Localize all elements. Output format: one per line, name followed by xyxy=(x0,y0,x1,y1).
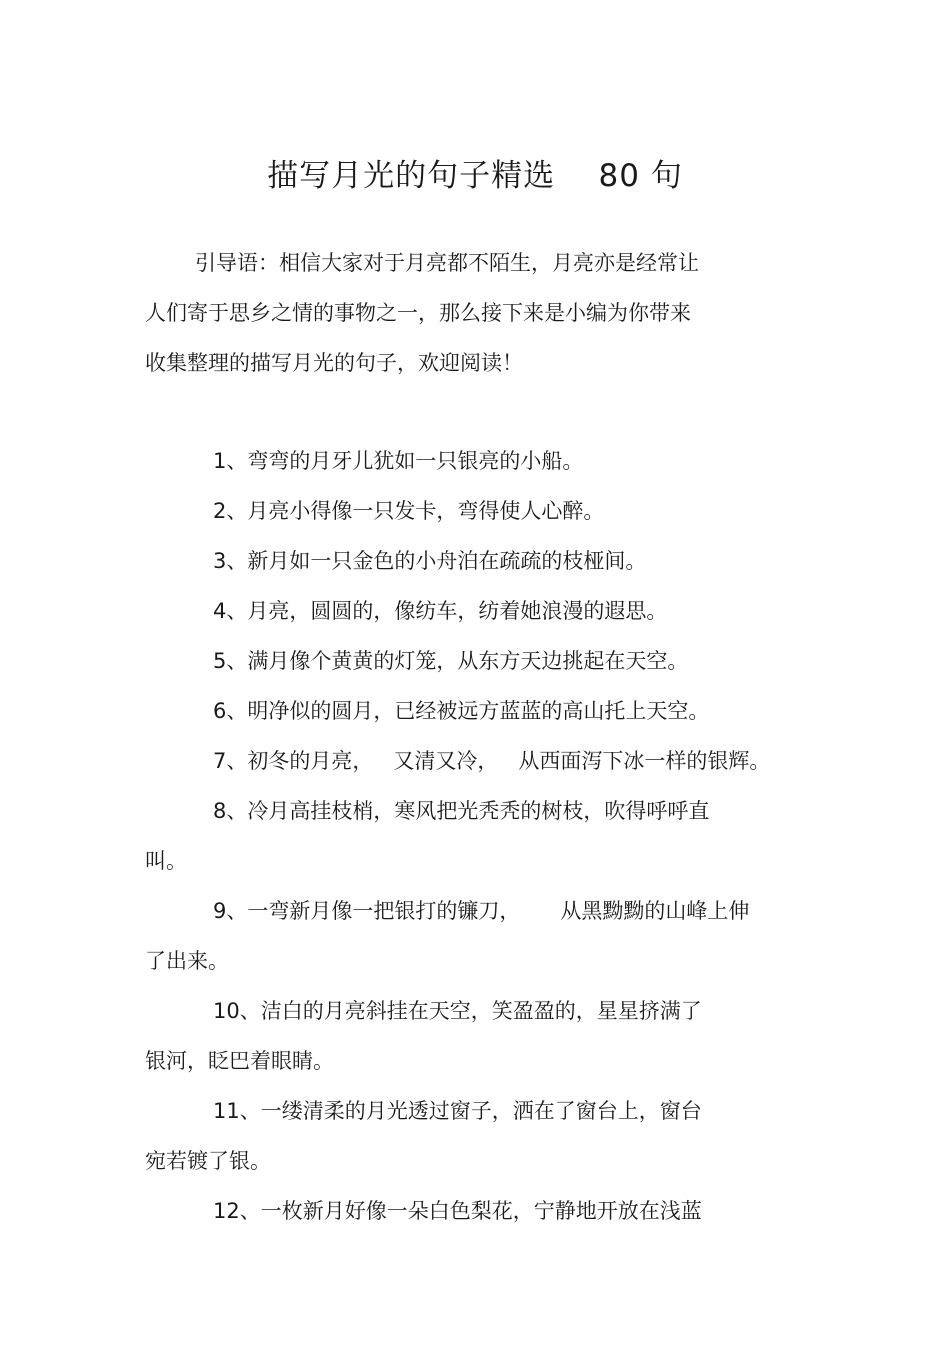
sentence-line: 11、一缕清柔的月光透过窗子，洒在了窗台上，窗台 xyxy=(213,1099,702,1123)
sentence-item xyxy=(145,536,825,586)
intro-line: 收集整理的描写月光的句子，欢迎阅读！ xyxy=(145,351,523,375)
sentence-line: 9、一弯新月像一把银打的镰刀， 从黑黝黝的山峰上伸 xyxy=(213,899,750,923)
sentence-line: 8、冷月高挂枝梢，寒风把光秃秃的树枝，吹得呼呼直 xyxy=(213,799,710,823)
intro-line: 引导语：相信大家对于月亮都不陌生，月亮亦是经常让 xyxy=(195,251,699,275)
sentence-item xyxy=(145,886,825,986)
sentence-line: 6、明净似的圆月，已经被远方蓝蓝的高山托上天空。 xyxy=(213,699,710,723)
sentence-item xyxy=(145,1086,825,1186)
sentence-item xyxy=(145,786,825,886)
document-title: 描写月光的句子精选 80 句 xyxy=(267,158,683,194)
sentence-line: 叫。 xyxy=(145,849,187,873)
sentence-item xyxy=(145,586,825,636)
sentence-line: 7、初冬的月亮， 又清又冷， 从西面泻下冰一样的银辉。 xyxy=(213,749,771,773)
sentence-line: 1、弯弯的月牙儿犹如一只银亮的小船。 xyxy=(213,449,584,473)
sentence-line: 5、满月像个黄黄的灯笼，从东方天边挑起在天空。 xyxy=(213,649,689,673)
sentence-item xyxy=(145,1186,825,1236)
sentence-item xyxy=(145,686,825,736)
sentence-line: 4、月亮，圆圆的，像纺车，纺着她浪漫的遐思。 xyxy=(213,599,668,623)
sentence-item xyxy=(145,636,825,686)
sentence-line: 10、洁白的月亮斜挂在天空，笑盈盈的，星星挤满了 xyxy=(213,999,702,1023)
sentence-list xyxy=(145,436,825,1236)
sentence-line: 2、月亮小得像一只发卡，弯得使人心醉。 xyxy=(213,499,605,523)
sentence-line: 了出来。 xyxy=(145,949,229,973)
sentence-line: 12、一枚新月好像一朵白色梨花，宁静地开放在浅蓝 xyxy=(213,1199,702,1223)
sentence-item xyxy=(145,986,825,1086)
sentence-line: 银河，眨巴着眼睛。 xyxy=(145,1049,334,1073)
sentence-item xyxy=(145,486,825,536)
sentence-item xyxy=(145,436,825,486)
intro-paragraph xyxy=(145,238,785,388)
sentence-item xyxy=(145,736,825,786)
sentence-line: 宛若镀了银。 xyxy=(145,1149,271,1173)
intro-line: 人们寄于思乡之情的事物之一，那么接下来是小编为你带来 xyxy=(145,301,691,325)
sentence-line: 3、新月如一只金色的小舟泊在疏疏的枝桠间。 xyxy=(213,549,647,573)
